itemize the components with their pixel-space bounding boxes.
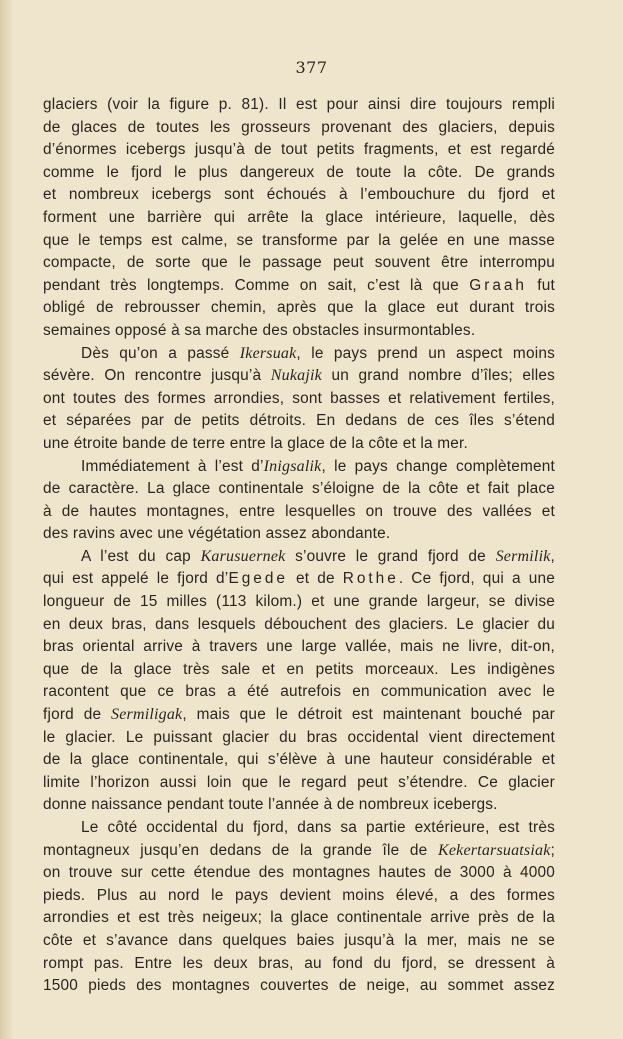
- text-line: obligé de rebrousser chemin, après que la glace eut durant trois: [43, 299, 555, 317]
- text-line: et nombreux icebergs sont échoués à l’embouchure du fjord et: [43, 186, 555, 204]
- text-line: rompt pas. Entre les deux bras, au fond du fjord, se dressent à: [43, 954, 555, 972]
- text-line: Immédiatement à l’est d’Inigsalik, le pays change complètement: [81, 457, 556, 475]
- text-line: Le côté occidental du fjord, dans sa partie extérieure, est très: [81, 819, 555, 836]
- text-line: côte et s’avance dans quelques baies jusqu’à la mer, mais ne se: [43, 931, 555, 949]
- text-line: 1500 pieds des montagnes couvertes de neige, au sommet assez: [43, 977, 555, 995]
- text-line: racontent que ce bras a été autrefois en communication avec le: [43, 683, 555, 701]
- text-line: bras oriental arrive à travers une large vallée, mais ne livre, dit-on,: [43, 638, 555, 656]
- text-line: en deux bras, dans lesquels débouchent des glaciers. Le glacier du: [43, 615, 555, 633]
- page-number: 377: [295, 58, 328, 77]
- text-line: que de la glace très sale et en petits morceaux. Les indigènes: [43, 660, 555, 678]
- text-line: A l’est du cap Karusuernek s’ouvre le grand fjord de Sermilik,: [81, 547, 555, 565]
- text-line: donne naissance pendant toute l’année à de nombreux icebergs.: [43, 796, 498, 814]
- text-line: des ravins avec une végétation assez abondante.: [43, 525, 391, 543]
- body-text: [43, 94, 555, 998]
- text-line: le glacier. Le puissant glacier du bras occidental vient directement: [43, 728, 555, 746]
- text-line: arrondies et est très neigeux; la glace continentale arrive près de la: [43, 909, 555, 927]
- text-line: limite l’horizon aussi loin que le regard peut s’étendre. Ce glacier: [43, 773, 555, 791]
- text-line: de caractère. La glace continentale s’éloigne de la côte et fait place: [43, 480, 555, 498]
- text-line: de la glace continentale, qui s’élève à une hauteur considérable et: [43, 751, 555, 769]
- text-line: longueur de 15 milles (113 kilom.) et une grande largeur, se divise: [43, 593, 555, 611]
- text-line: Dès qu’on a passé Ikersuak, le pays prend un aspect moins: [81, 344, 555, 362]
- text-line: montagneux jusqu’en dedans de la grande île de Kekertarsuatsiak;: [43, 841, 555, 859]
- text-line: pendant très longtemps. Comme on sait, c’est là que Graah fut: [43, 276, 555, 294]
- text-line: compacte, de sorte que le passage peut souvent être interrompu: [43, 254, 555, 272]
- text-line: comme le fjord le plus dangereux de toute la côte. De grands: [43, 163, 555, 181]
- text-line: d’énormes icebergs jusqu’à de tout petits fragments, et est regardé: [43, 141, 555, 159]
- text-line: fjord de Sermiligak, mais que le détroit est maintenant bouché par: [43, 706, 555, 724]
- text-line: on trouve sur cette étendue des montagnes hautes de 3000 à 4000: [43, 864, 555, 882]
- text-line: semaines opposé à sa marche des obstacles insurmontables.: [43, 321, 476, 339]
- text-line: ont toutes des formes arrondies, sont basses et relativement fertiles,: [43, 389, 555, 407]
- text-line: que le temps est calme, se transforme par la gelée en une masse: [43, 231, 555, 249]
- text-line: de glaces de toutes les grosseurs provenant des glaciers, depuis: [43, 118, 555, 136]
- text-line: pieds. Plus au nord le pays devient moins élevé, a des formes: [43, 886, 555, 904]
- text-line: à de hautes montagnes, entre lesquelles on trouve des vallées et: [43, 502, 555, 520]
- text-line: qui est appelé le fjord d’Egede et de Rothe. Ce fjord, qui a une: [43, 570, 555, 588]
- text-line: glaciers (voir la figure p. 81). Il est pour ainsi dire toujours rempli: [43, 96, 555, 113]
- text-line: une étroite bande de terre entre la glace de la côte et la mer.: [43, 434, 468, 452]
- text-line: et séparées par de petits détroits. En dedans de ces îles s’étend: [43, 412, 555, 430]
- text-line: sévère. On rencontre jusqu’à Nukajik un grand nombre d’îles; elles: [43, 367, 555, 385]
- text-line: forment une barrière qui arrête la glace intérieure, laquelle, dès: [43, 208, 555, 226]
